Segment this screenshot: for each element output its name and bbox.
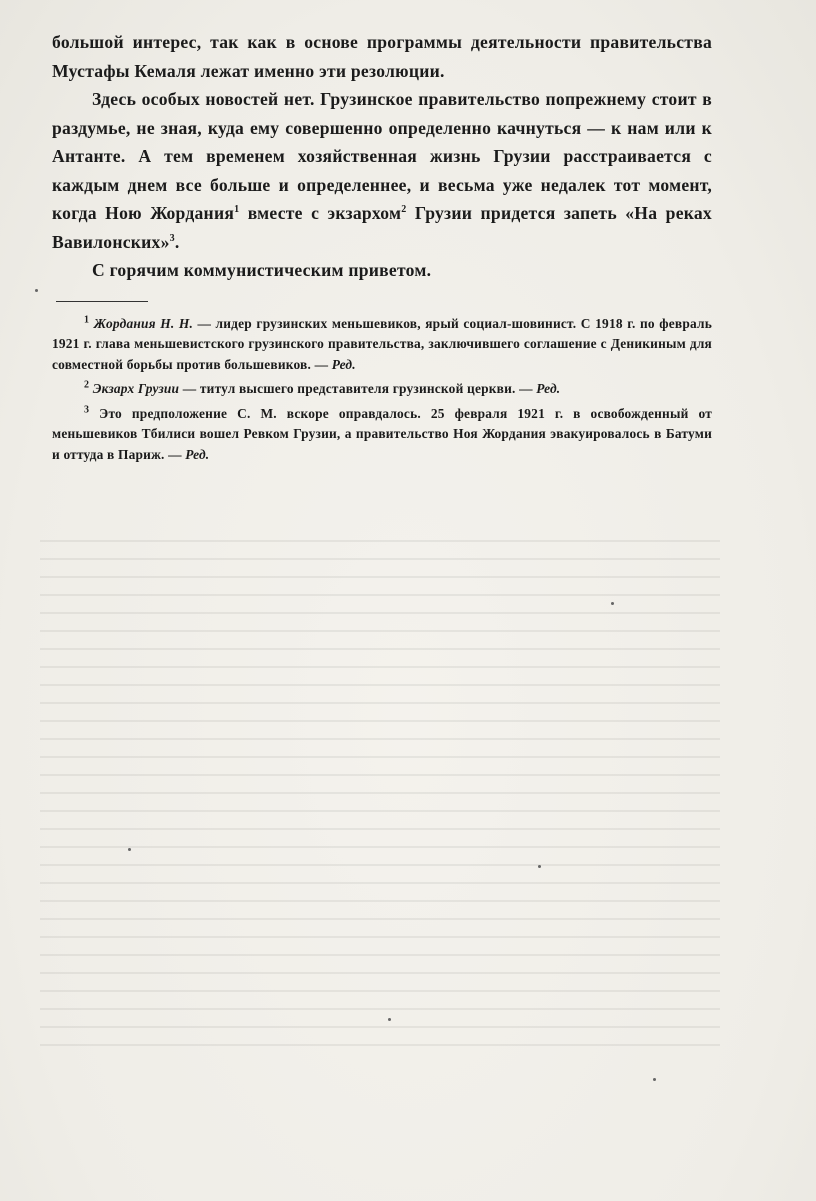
paragraph-2: Здесь особых новостей нет. Грузинское правительство попрежнему стоит в раздумье, не зная, куда ему совершенно определенно качнуться — к нам или к Антанте. А тем временем хозяйственная жизнь Грузии расстраивается с каждым днем все больше и определеннее, и весьма уже недалек тот момент, когда Ною Жордания$^1$ вместе с экзархом$^2$ Грузии придется запеть «На реках Вавилонских»$^3$. (52, 89, 712, 252)
footnote-2-mark: 2 (84, 379, 90, 391)
footnote-ref-1: 1 (234, 204, 240, 216)
text-block (52, 28, 712, 469)
dust-speck (128, 848, 131, 851)
footnote-divider (56, 301, 148, 302)
dust-speck (653, 1078, 656, 1081)
dust-speck (611, 602, 614, 605)
footnote-2-text: — титул высшего представителя грузинской церкви. — (179, 381, 537, 396)
footnote-ref-2: 2 (401, 204, 407, 216)
dust-speck (538, 865, 541, 868)
footnote-3 (52, 404, 712, 466)
footnotes (52, 314, 712, 466)
footnote-1 (52, 314, 712, 376)
footnote-3-editor: Ред. (185, 446, 210, 462)
closing-line: С горячим коммунистическим приветом. (92, 260, 432, 280)
footnote-1-mark: 1 (84, 314, 90, 326)
footnote-1-term: Жордания Н. Н. (93, 315, 194, 331)
footnote-2 (52, 379, 712, 400)
footnote-2-term: Экзарх Грузии (92, 381, 180, 396)
footnote-ref-3: 3 (169, 232, 175, 244)
footnote-1-editor: Ред. (331, 356, 356, 372)
footnote-2-editor: Ред. (536, 381, 561, 396)
main-text (52, 28, 712, 285)
dust-speck (388, 1018, 391, 1021)
footnote-1-text: — лидер грузинских меньшевиков, ярый социал-шовинист. С 1918 г. по февраль 1921 г. глава меньшевистского грузинского правительства, заключившего соглашение с Деникиным для совместной борьбы против большевиков. — (52, 315, 712, 372)
dust-speck (35, 289, 38, 292)
footnote-3-mark: 3 (84, 404, 90, 416)
paragraph-1: большой интерес, так как в основе программы деятельности правительства Мустафы Кемаля лежат именно эти резолюции. (52, 32, 712, 81)
footnote-3-text: Это предположение С. М. вскоре оправдалось. 25 февраля 1921 г. в освобожденный от меньшевиков Тбилиси вошел Ревком Грузии, а правительство Ноя Жордания эвакуировалось в Батуми и оттуда в Париж. — (52, 405, 712, 462)
show-through-text (40, 540, 720, 1060)
paragraph-2-part-a: Здесь особых новостей нет. Грузинское правительство попрежнему стоит в раздумье, не зная, куда ему совершенно определенно качнуться — к нам или к Антанте. А тем временем хозяйственная жизнь Грузии расстраивается с каждым днем все больше и определеннее, и весьма уже недалек тот момент, когда Ною Жордания (52, 89, 712, 223)
paragraph-2-part-b: вместе с экзархом (247, 203, 402, 223)
paragraph-2-part-c: Грузии придется запеть «На реках Вавилонских» (52, 203, 712, 252)
